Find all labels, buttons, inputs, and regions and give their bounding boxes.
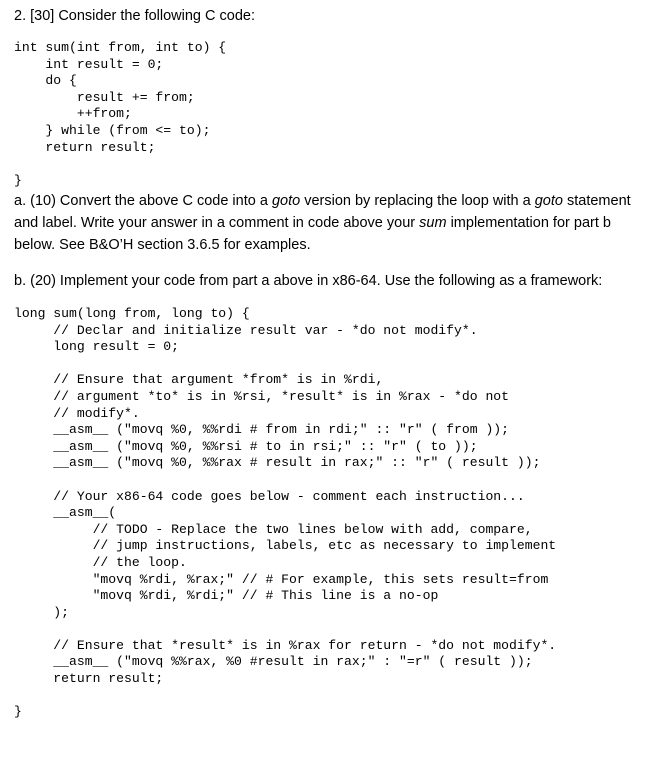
code-line: );: [14, 604, 70, 620]
code-line: "movq %rdi, %rax;" // # For example, this sets result=from: [14, 571, 549, 587]
code-line: ++from;: [14, 106, 132, 122]
code-line: return result;: [14, 671, 164, 687]
code-line: int result = 0;: [14, 56, 164, 72]
question-title: 2. [30] Consider the following C code:: [14, 8, 255, 24]
code-line: [14, 356, 556, 373]
code-line: // argument *to* is in %rsi, *result* is in %rax - *do not: [14, 388, 510, 404]
code-line: "movq %rdi, %rdi;" // # This line is a no-op: [14, 588, 439, 604]
code-line: // modify*.: [14, 405, 140, 421]
code-line: }: [14, 704, 22, 720]
code-line: do {: [14, 73, 77, 89]
code-line: } while (from <= to);: [14, 122, 211, 138]
code-line: __asm__ ("movq %0, %%rsi # to in rsi;" :: "r" ( to ));: [14, 438, 478, 454]
code-line: // Your x86-64 code goes below - comment each instruction...: [14, 488, 525, 504]
code-line: __asm__ ("movq %0, %%rdi # from in rdi;" :: "r" ( from ));: [14, 422, 510, 438]
part-a-text: a. (10) Convert the above C code into a goto version by replacing the loop with a goto statement and label. Write your answer in a comment in code above your sum implementation for part b below. See B&O’H section 3.6.5 for examples.: [14, 193, 631, 253]
code-line: [14, 621, 556, 638]
code-line: // Declar and initialize result var - *do not modify*.: [14, 322, 478, 338]
part-b-text: b. (20) Implement your code from part a above in x86-64. Use the following as a framework:: [14, 273, 603, 289]
c-code-block: [14, 40, 226, 189]
code-line: int sum(int from, int to) {: [14, 40, 227, 55]
code-line: // the loop.: [14, 554, 187, 570]
code-line: }: [14, 172, 22, 188]
code-line: __asm__ ("movq %%rax, %0 #result in rax;" : "=r" ( result ));: [14, 654, 533, 670]
code-line: result += from;: [14, 89, 195, 105]
asm-code-block: [14, 306, 556, 721]
code-line: // TODO - Replace the two lines below with add, compare,: [14, 521, 533, 537]
code-line: return result;: [14, 139, 156, 155]
code-line: // Ensure that *result* is in %rax for return - *do not modify*.: [14, 637, 557, 653]
code-line: // Ensure that argument *from* is in %rdi,: [14, 372, 384, 388]
code-line: __asm__(: [14, 505, 117, 521]
code-line: [14, 472, 556, 489]
code-line: __asm__ ("movq %0, %%rax # result in rax;" :: "r" ( result ));: [14, 455, 541, 471]
code-line: long sum(long from, long to) {: [14, 306, 250, 321]
code-line: long result = 0;: [14, 339, 180, 355]
code-line: // jump instructions, labels, etc as necessary to implement: [14, 538, 557, 554]
